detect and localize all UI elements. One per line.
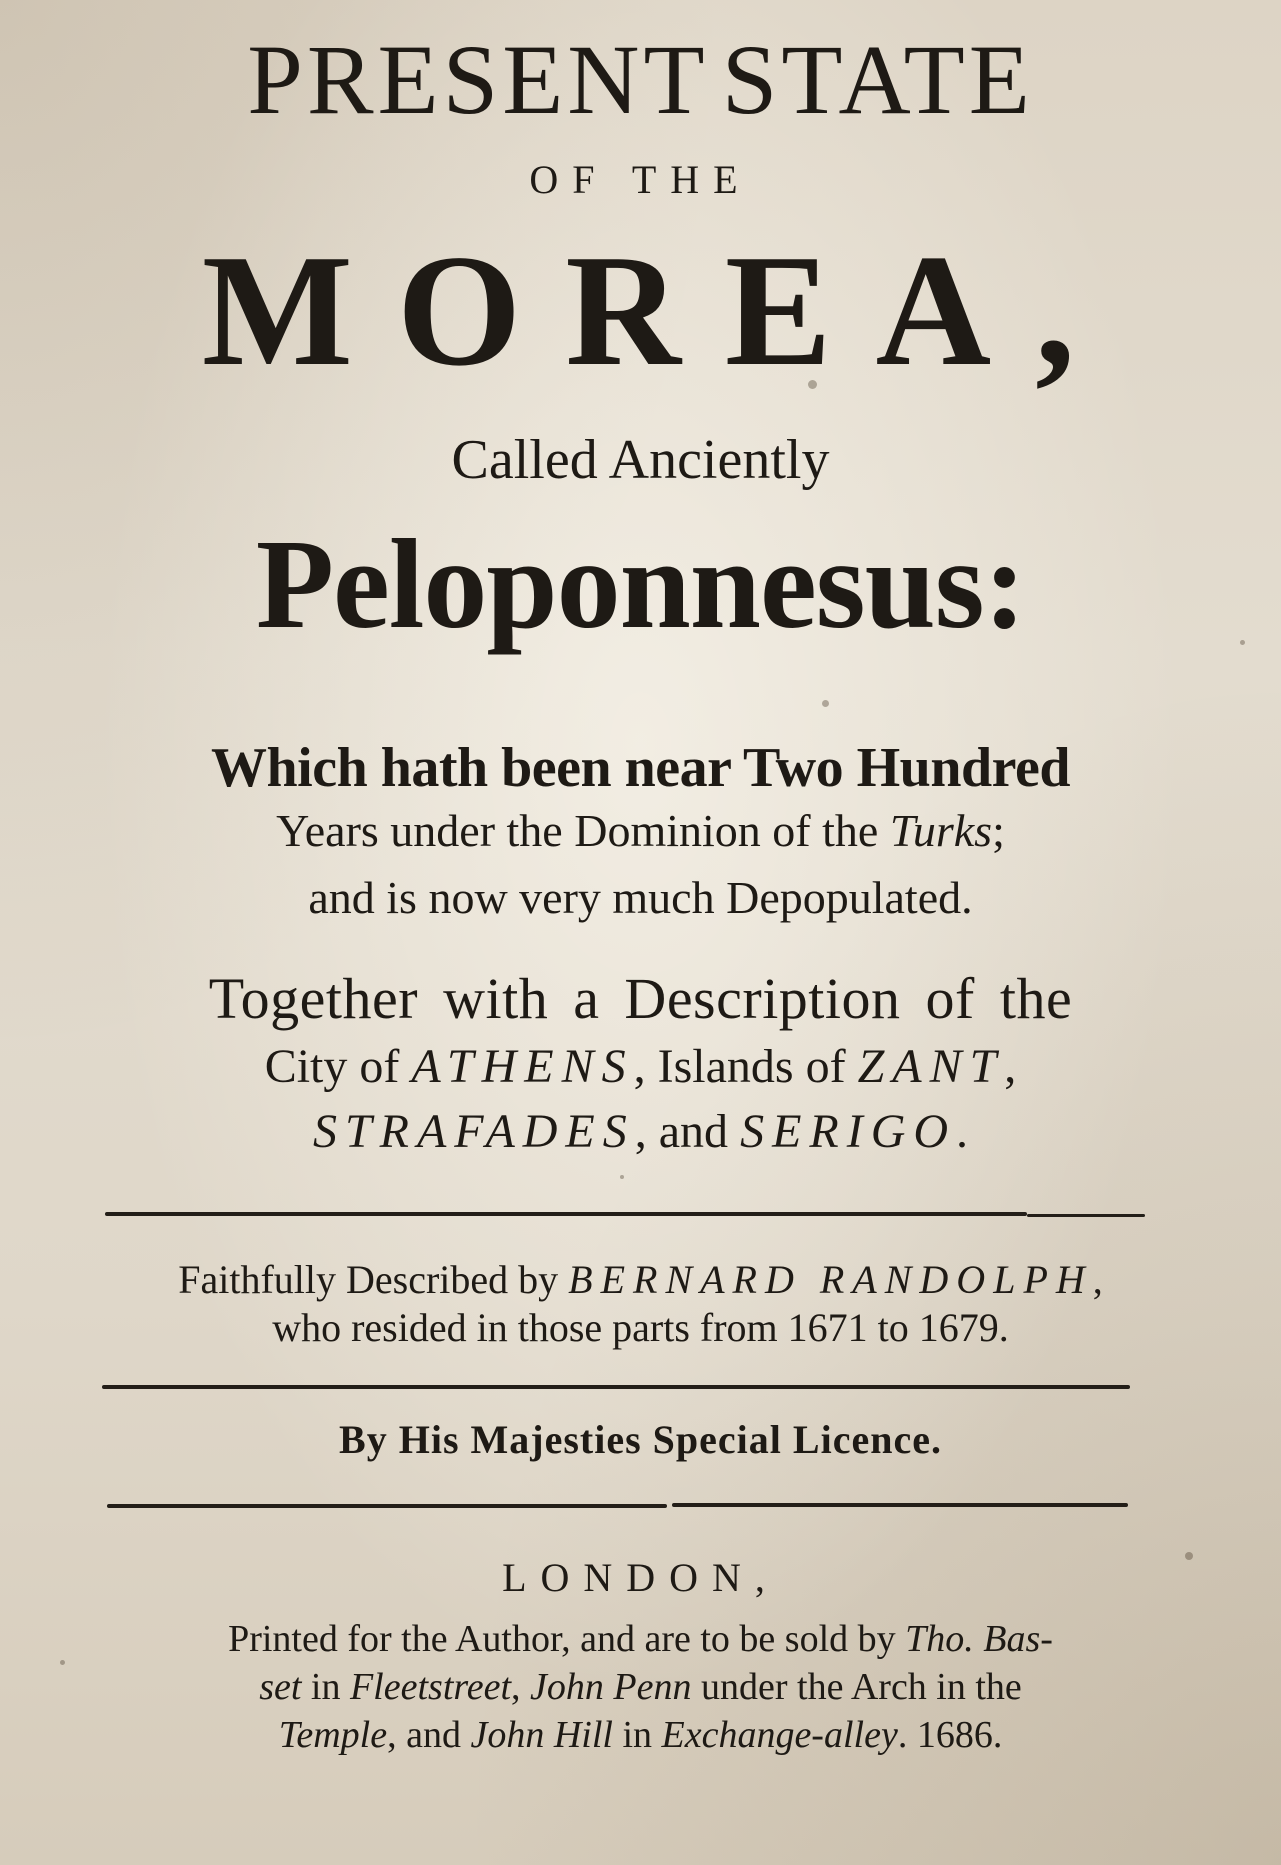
imprint-1-prefix: Printed for the Author, and are to be sold by: [228, 1618, 906, 1660]
years-text: Years under the Dominion of the: [276, 805, 890, 856]
imprint-2-mid1: in: [301, 1666, 350, 1708]
description-depopulated: and is now very much Depopulated.: [308, 872, 973, 923]
divider-rule-3a: [107, 1504, 667, 1508]
imprint-3-suffix: . 1686.: [897, 1714, 1003, 1756]
strafades-suffix: .: [956, 1105, 969, 1158]
description-city-of-athens: [0, 1040, 1281, 1093]
imprint-3-name: John Hill: [470, 1714, 613, 1756]
description-strafades-serigo: [0, 1105, 1281, 1158]
serigo-text: SERIGO: [740, 1105, 957, 1158]
imprint-2-name2: John Penn: [530, 1666, 692, 1708]
city-mid: , Islands of: [633, 1040, 858, 1093]
description-which-hath-been: Which hath been near Two Hundred: [211, 737, 1070, 799]
paper-speck: [620, 1175, 624, 1179]
imprint-2-suffix: under the Arch in the: [691, 1666, 1022, 1708]
strafades-text: STRAFADES: [312, 1105, 635, 1158]
title-present-state: PRESENT STATE: [247, 24, 1034, 135]
faith-prefix: Faithfully Described by: [178, 1257, 569, 1302]
description-together-with: Together with a Description of the: [208, 966, 1073, 1031]
paper-speck: [822, 700, 829, 707]
imprint-3-place2: Exchange-alley: [661, 1714, 898, 1756]
author-name: BERNARD RANDOLPH: [568, 1257, 1093, 1302]
title-of-the: OF THE: [529, 157, 752, 202]
paper-speck: [1240, 640, 1245, 645]
imprint-london: LONDON,: [502, 1555, 779, 1600]
subtitle-called-anciently: Called Anciently: [451, 429, 830, 491]
imprint-line-1: [0, 1620, 1281, 1658]
imprint-1-name: Tho. Bas-: [905, 1618, 1053, 1660]
paper-speck: [1185, 1552, 1193, 1560]
author-line: [0, 1257, 1281, 1302]
licence-line: By His Majesties Special Licence.: [339, 1417, 942, 1462]
imprint-2-name1: set: [259, 1666, 302, 1708]
author-resided-line: who resided in those parts from 1671 to 1679.: [272, 1305, 1009, 1350]
paper-speck: [60, 1660, 65, 1665]
zant-text: ZANT: [857, 1040, 1005, 1093]
description-years-under: [0, 805, 1281, 856]
imprint-3-mid2: in: [612, 1714, 662, 1756]
years-suffix: ;: [992, 805, 1005, 856]
strafades-mid: , and: [634, 1105, 741, 1158]
paper-speck: [808, 380, 817, 389]
faith-suffix: ,: [1092, 1257, 1103, 1302]
turks-text: Turks: [889, 805, 993, 856]
divider-rule-1: [105, 1212, 1027, 1216]
title-peloponnesus: Peloponnesus:: [255, 513, 1026, 655]
title-morea: MOREA,: [201, 221, 1120, 399]
imprint-3-place: Temple: [278, 1714, 388, 1756]
imprint-line-3: [0, 1716, 1281, 1754]
imprint-2-mid2: ,: [511, 1666, 531, 1708]
city-prefix: City of: [264, 1040, 412, 1093]
athens-text: ATHENS: [411, 1040, 634, 1093]
divider-rule-2: [102, 1385, 1130, 1389]
imprint-line-2: [0, 1668, 1281, 1706]
divider-rule-3b: [672, 1503, 1128, 1507]
divider-rule-1b: [1027, 1214, 1145, 1217]
imprint-2-place: Fleetstreet: [349, 1666, 512, 1708]
imprint-3-mid1: , and: [387, 1714, 471, 1756]
city-suffix: ,: [1004, 1040, 1017, 1093]
